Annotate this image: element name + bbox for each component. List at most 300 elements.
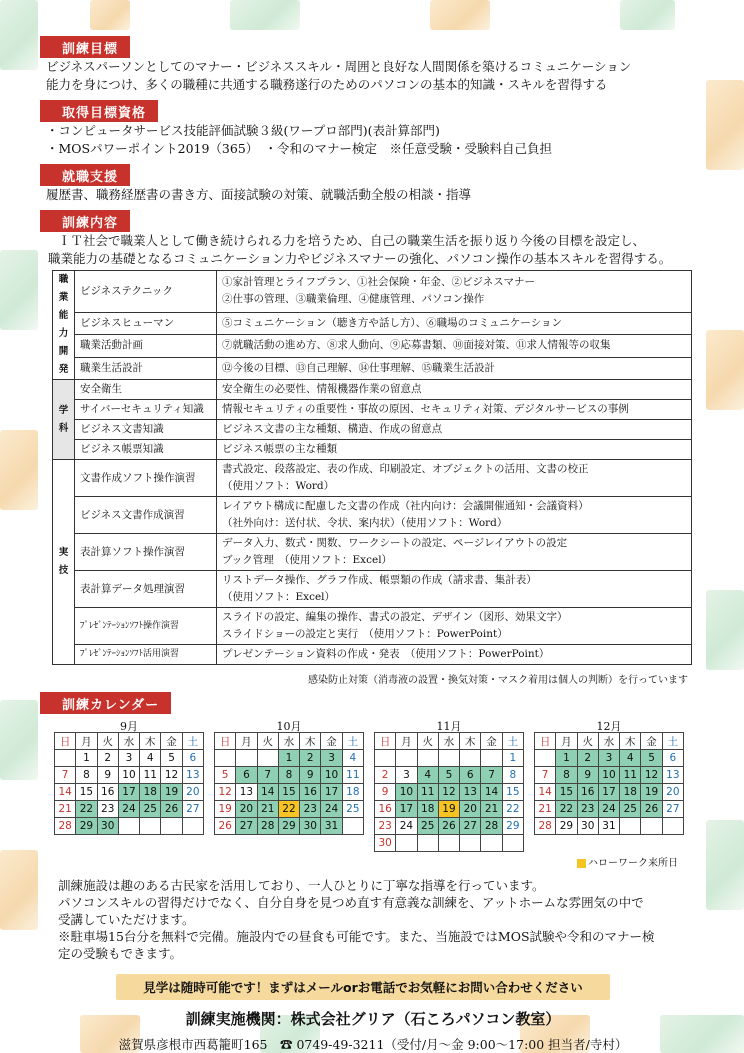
month-title: 9月 <box>120 720 138 733</box>
day-cell: 2 <box>375 767 396 784</box>
weekday-header: 火 <box>577 733 598 750</box>
day-cell: 1 <box>76 750 97 767</box>
text-line: パソコンスキルの習得だけでなく、自分自身を見つめ直す有意義な訓練を、アットホームな雰囲気の中で <box>58 895 644 910</box>
day-cell <box>215 750 236 767</box>
description-line: データ入力、数式・関数、ワークシートの設定、ページレイアウトの設定 <box>222 537 568 549</box>
day-cell: 8 <box>278 767 299 784</box>
day-cell: 27 <box>236 818 257 835</box>
day-cell: 2 <box>300 750 321 767</box>
day-cell: 23 <box>300 801 321 818</box>
day-cell: 14 <box>481 784 502 801</box>
day-cell: 15 <box>556 784 577 801</box>
table-row <box>53 497 692 534</box>
category-char: 開 <box>58 346 69 357</box>
weekday-header: 水 <box>278 733 299 750</box>
description-line: ⑤コミュニケーション（聴き方や話し方）、⑥職場のコミュニケーション <box>222 316 562 329</box>
description-line: （使用ソフト：Excel） <box>222 591 336 603</box>
month-calendar <box>54 718 204 852</box>
category-char: 実 <box>58 547 69 558</box>
weekday-header: 月 <box>76 733 97 750</box>
day-cell <box>502 835 523 852</box>
text-line: ＩＴ社会で職業人として働き続けられる力を培うため、自己の職業生活を振り返り今後の目標を設定し、 <box>58 233 646 248</box>
section-title: 就職支援 <box>40 164 130 186</box>
day-cell: 16 <box>375 801 396 818</box>
description-line: 安全衛生の必要性、情報機器作業の留意点 <box>222 383 422 395</box>
day-cell: 26 <box>161 801 182 818</box>
day-cell: 19 <box>215 801 236 818</box>
day-cell <box>481 835 502 852</box>
month-calendar <box>374 718 524 852</box>
table-row <box>53 645 692 665</box>
day-cell <box>460 750 481 767</box>
description-cell <box>217 380 692 400</box>
day-cell: 9 <box>97 767 118 784</box>
text-line: ・MOSパワーポイント2019（365） ・令和のマナー検定 ※任意受験・受験料自己負担 <box>46 141 553 156</box>
subject-cell: ﾌﾟﾚｾﾞﾝﾃｰｼｮﾝｿﾌﾄ操作演習 <box>75 608 217 645</box>
day-cell: 29 <box>556 818 577 835</box>
day-cell: 12 <box>215 784 236 801</box>
weekday-header: 火 <box>417 733 438 750</box>
weekday-header: 日 <box>55 733 76 750</box>
day-cell <box>236 750 257 767</box>
day-cell: 13 <box>236 784 257 801</box>
text-line: ビジネスパーソンとしてのマナー・ビジネススキル・周囲と良好な人間関係を築けるコミュニケーション <box>46 59 632 74</box>
day-cell: 24 <box>396 818 417 835</box>
text-line: 履歴書、職務経歴書の書き方、面接試験の対策、就職活動全般の相談・指導 <box>46 187 472 202</box>
subject-cell: ビジネステクニック <box>75 271 217 313</box>
subject-cell: ビジネスヒューマン <box>75 312 217 334</box>
day-cell: 21 <box>535 801 556 818</box>
decor-tile <box>0 850 38 930</box>
decor-tile <box>230 0 300 30</box>
weekday-header: 日 <box>375 733 396 750</box>
weekday-header: 火 <box>257 733 278 750</box>
day-cell: 27 <box>460 818 481 835</box>
table-row <box>53 400 692 420</box>
table-row <box>53 608 692 645</box>
category-cell <box>53 271 75 380</box>
description-cell <box>217 440 692 460</box>
text-line: 訓練施設は趣のある古民家を活用しており、一人ひとりに丁寧な指導を行っています。 <box>58 878 545 893</box>
text-line: 定の受験もできます。 <box>58 946 183 961</box>
decor-tile <box>706 80 744 170</box>
day-cell: 26 <box>215 818 236 835</box>
section-goal <box>38 36 708 94</box>
category-char: 科 <box>58 422 69 434</box>
day-cell: 8 <box>556 767 577 784</box>
day-cell: 15 <box>76 784 97 801</box>
description-line: （使用ソフト：Word） <box>222 480 335 492</box>
day-cell: 22 <box>278 801 299 818</box>
weekday-header: 木 <box>140 733 161 750</box>
month-table <box>534 732 684 835</box>
day-cell: 22 <box>502 801 523 818</box>
day-cell: 3 <box>118 750 139 767</box>
weekday-header: 月 <box>396 733 417 750</box>
day-cell: 19 <box>438 801 459 818</box>
month-table <box>374 732 524 852</box>
weekday-header: 土 <box>342 733 363 750</box>
section-title: 訓練目標 <box>40 36 130 58</box>
day-cell: 11 <box>417 784 438 801</box>
description-line: レイアウト構成に配慮した文書の作成（社内向け：会議開催通知・会議資料） <box>222 500 589 512</box>
table-row <box>53 571 692 608</box>
day-cell: 31 <box>598 818 619 835</box>
category-char: 力 <box>58 328 69 339</box>
weekday-header: 土 <box>182 733 203 750</box>
day-cell: 21 <box>481 801 502 818</box>
text-line: ※駐車場15台分を無料で完備。施設内での昼食も可能です。また、当施設ではMOS試験や令和のマナー検 <box>58 929 655 944</box>
day-cell: 9 <box>300 767 321 784</box>
month-title: 12月 <box>596 720 622 733</box>
weekday-header: 土 <box>502 733 523 750</box>
description-line: 情報セキュリティの重要性・事故の原因、セキュリティ対策、デジタルサービスの事例 <box>222 403 629 415</box>
description-cell <box>217 357 692 380</box>
description-line: リストデータ操作、グラフ作成、帳票類の作成（請求書、集計表） <box>222 574 537 586</box>
decor-tile <box>706 820 744 910</box>
day-cell: 12 <box>438 784 459 801</box>
description-cell <box>217 335 692 357</box>
table-row <box>53 460 692 497</box>
day-cell: 24 <box>118 801 139 818</box>
day-cell <box>118 818 139 835</box>
day-cell <box>641 818 662 835</box>
day-cell: 14 <box>535 784 556 801</box>
weekday-header: 月 <box>236 733 257 750</box>
day-cell: 19 <box>641 784 662 801</box>
day-cell: 3 <box>598 750 619 767</box>
day-cell: 20 <box>182 784 203 801</box>
day-cell: 13 <box>460 784 481 801</box>
day-cell <box>396 835 417 852</box>
day-cell: 29 <box>76 818 97 835</box>
description-cell <box>217 400 692 420</box>
day-cell: 18 <box>342 784 363 801</box>
description-cell <box>217 460 692 497</box>
day-cell: 3 <box>321 750 342 767</box>
day-cell: 1 <box>278 750 299 767</box>
day-cell: 24 <box>321 801 342 818</box>
weekday-header: 水 <box>438 733 459 750</box>
description-cell <box>217 534 692 571</box>
description-cell <box>217 608 692 645</box>
month-title: 11月 <box>436 720 462 733</box>
subject-cell: サイバーセキュリティ知識 <box>75 400 217 420</box>
day-cell <box>396 750 417 767</box>
day-cell: 28 <box>481 818 502 835</box>
text-line: ・コンピュータサービス技能評価試験３級(ワープロ部門)(表計算部門) <box>46 123 440 138</box>
day-cell: 2 <box>577 750 598 767</box>
day-cell: 19 <box>161 784 182 801</box>
weekday-header: 水 <box>598 733 619 750</box>
subject-cell: 職業生活設計 <box>75 357 217 380</box>
day-cell: 14 <box>257 784 278 801</box>
month-table <box>214 732 364 835</box>
day-cell: 22 <box>556 801 577 818</box>
month-calendar <box>534 718 684 852</box>
category-char: 業 <box>58 292 69 303</box>
decor-tile <box>90 0 130 30</box>
address: 滋賀県彦根市西葛籠町165 ☎ 0749-49-3211（受付/月～金 9:00～17:00 担当者/寺村） <box>118 1037 628 1052</box>
description-line: ⑦就職活動の進め方、⑧求人動向、⑨応募書類、⑩面接対策、⑪求人情報等の収集 <box>222 339 611 352</box>
description-cell <box>217 645 692 665</box>
day-cell: 10 <box>118 767 139 784</box>
month-title: 10月 <box>276 720 302 733</box>
day-cell <box>55 750 76 767</box>
weekday-header: 木 <box>460 733 481 750</box>
day-cell: 7 <box>55 767 76 784</box>
day-cell: 26 <box>438 818 459 835</box>
table-row <box>53 357 692 380</box>
day-cell: 10 <box>396 784 417 801</box>
day-cell: 7 <box>535 767 556 784</box>
day-cell: 6 <box>662 750 683 767</box>
decor-tile <box>0 700 38 780</box>
day-cell: 12 <box>161 767 182 784</box>
day-cell <box>662 818 683 835</box>
month-calendar <box>214 718 364 852</box>
table-row <box>53 380 692 400</box>
day-cell: 3 <box>396 767 417 784</box>
day-cell: 25 <box>342 801 363 818</box>
day-cell: 10 <box>598 767 619 784</box>
day-cell: 2 <box>97 750 118 767</box>
day-cell: 30 <box>577 818 598 835</box>
category-char: 能 <box>58 310 69 321</box>
day-cell: 16 <box>577 784 598 801</box>
day-cell: 20 <box>662 784 683 801</box>
day-cell: 30 <box>97 818 118 835</box>
subject-cell: ビジネス文書知識 <box>75 420 217 440</box>
day-cell: 11 <box>342 767 363 784</box>
table-row <box>53 335 692 357</box>
day-cell: 4 <box>140 750 161 767</box>
subject-cell: ビジネス文書作成演習 <box>75 497 217 534</box>
description-line: ①家計管理とライフプラン、①社会保険・年金、②ビジネスマナー <box>222 276 536 289</box>
day-cell: 24 <box>598 801 619 818</box>
weekday-header: 日 <box>535 733 556 750</box>
description-cell <box>217 420 692 440</box>
day-cell <box>161 818 182 835</box>
day-cell: 18 <box>140 784 161 801</box>
day-cell: 15 <box>278 784 299 801</box>
day-cell: 28 <box>535 818 556 835</box>
table-row <box>53 271 692 313</box>
weekday-header: 金 <box>641 733 662 750</box>
day-cell: 20 <box>460 801 481 818</box>
description-line: ⑫今後の目標、⑬自己理解、⑭仕事理解、⑮職業生活設計 <box>222 361 495 374</box>
weekday-header: 土 <box>662 733 683 750</box>
day-cell: 12 <box>641 767 662 784</box>
day-cell: 28 <box>257 818 278 835</box>
day-cell: 7 <box>257 767 278 784</box>
visit-banner: 見学は随時可能です！まずはメールorお電話でお気軽にお問い合わせください <box>116 974 610 1000</box>
subject-cell: ビジネス帳票知識 <box>75 440 217 460</box>
day-cell: 5 <box>438 767 459 784</box>
day-cell: 17 <box>321 784 342 801</box>
day-cell <box>481 750 502 767</box>
day-cell: 13 <box>182 767 203 784</box>
description-cell <box>217 571 692 608</box>
day-cell: 8 <box>502 767 523 784</box>
day-cell <box>140 818 161 835</box>
description-line: ビジネス文書の主な種類、構造、作成の留意点 <box>222 423 443 435</box>
day-cell: 25 <box>417 818 438 835</box>
weekday-header: 金 <box>321 733 342 750</box>
day-cell: 17 <box>118 784 139 801</box>
description <box>38 877 708 962</box>
subject-cell: 表計算ソフト操作演習 <box>75 534 217 571</box>
day-cell: 23 <box>97 801 118 818</box>
category-cell <box>53 460 75 665</box>
decor-tile <box>620 0 675 30</box>
description-line: プレゼンテーション資料の作成・発表 （使用ソフト：PowerPoint） <box>222 648 550 660</box>
weekday-header: 木 <box>300 733 321 750</box>
day-cell: 9 <box>577 767 598 784</box>
decor-tile <box>0 250 38 330</box>
day-cell <box>438 750 459 767</box>
table-row <box>53 312 692 334</box>
day-cell: 26 <box>641 801 662 818</box>
day-cell <box>535 750 556 767</box>
training-table <box>52 270 692 665</box>
weekday-header: 日 <box>215 733 236 750</box>
legend-label: ハローワーク来所日 <box>588 858 678 869</box>
day-cell <box>460 835 481 852</box>
subject-cell: 職業活動計画 <box>75 335 217 357</box>
day-cell <box>182 818 203 835</box>
day-cell: 31 <box>321 818 342 835</box>
day-cell: 4 <box>620 750 641 767</box>
day-cell: 29 <box>278 818 299 835</box>
day-cell: 21 <box>257 801 278 818</box>
description-line: スライドショーの設定と実行 （使用ソフト：PowerPoint） <box>222 628 508 640</box>
day-cell: 30 <box>375 835 396 852</box>
day-cell: 25 <box>620 801 641 818</box>
text-line: 能力を身につけ、多くの職種に共通する職務遂行のためのパソコンの基本的知識・スキルを習得する <box>46 77 608 92</box>
day-cell: 15 <box>502 784 523 801</box>
day-cell: 14 <box>55 784 76 801</box>
day-cell: 4 <box>417 767 438 784</box>
organization: 訓練実施機関：株式会社グリア（石ころパソコン教室） <box>185 1010 561 1028</box>
day-cell: 6 <box>460 767 481 784</box>
day-cell: 11 <box>620 767 641 784</box>
description-line: 書式設定、段落設定、表の作成、印刷設定、オブジェクトの活用、文書の校正 <box>222 463 589 475</box>
section-title: 訓練カレンダー <box>40 692 171 714</box>
day-cell: 1 <box>502 750 523 767</box>
day-cell <box>417 750 438 767</box>
category-char: 発 <box>58 364 69 375</box>
day-cell: 29 <box>502 818 523 835</box>
day-cell: 13 <box>662 767 683 784</box>
day-cell <box>620 818 641 835</box>
subject-cell: ﾌﾟﾚｾﾞﾝﾃｰｼｮﾝｿﾌﾄ活用演習 <box>75 645 217 665</box>
day-cell: 18 <box>620 784 641 801</box>
day-cell: 21 <box>55 801 76 818</box>
day-cell <box>342 818 363 835</box>
section-content <box>38 210 708 268</box>
decor-tile <box>0 0 38 70</box>
description-cell <box>217 312 692 334</box>
category-char: 技 <box>58 565 69 576</box>
day-cell: 5 <box>641 750 662 767</box>
day-cell: 5 <box>215 767 236 784</box>
day-cell: 17 <box>396 801 417 818</box>
day-cell: 27 <box>182 801 203 818</box>
subject-cell: 表計算データ処理演習 <box>75 571 217 608</box>
infection-note: 感染防止対策（消毒液の設置・換気対策・マスク着用は個人の判断）を行っています <box>308 675 688 686</box>
category-char: 学 <box>58 404 69 416</box>
calendar-grid <box>54 718 708 852</box>
description-line: ブック管理 （使用ソフト：Excel） <box>222 554 393 566</box>
day-cell: 11 <box>140 767 161 784</box>
month-table <box>54 732 204 835</box>
section-certs <box>38 100 708 158</box>
description-line: ビジネス帳票の主な種類 <box>222 443 338 455</box>
day-cell: 27 <box>662 801 683 818</box>
weekday-header: 金 <box>161 733 182 750</box>
day-cell: 25 <box>140 801 161 818</box>
day-cell: 17 <box>598 784 619 801</box>
subject-cell: 安全衛生 <box>75 380 217 400</box>
legend-swatch <box>577 859 586 868</box>
text-line: 職業能力の基礎となるコミュニケーション力やビジネスマナーの強化、パソコン操作の基本スキルを習得する。 <box>48 251 672 266</box>
day-cell <box>438 835 459 852</box>
day-cell: 16 <box>97 784 118 801</box>
weekday-header: 水 <box>118 733 139 750</box>
decor-tile <box>706 330 744 410</box>
section-title: 訓練内容 <box>40 210 130 232</box>
day-cell: 22 <box>76 801 97 818</box>
day-cell: 16 <box>300 784 321 801</box>
description-line: スライドの設定、編集の操作、書式の設定、デザイン（図形、効果文字） <box>222 611 568 623</box>
day-cell <box>257 750 278 767</box>
day-cell: 30 <box>300 818 321 835</box>
day-cell: 1 <box>556 750 577 767</box>
day-cell: 7 <box>481 767 502 784</box>
subject-cell: 文書作成ソフト操作演習 <box>75 460 217 497</box>
weekday-header: 火 <box>97 733 118 750</box>
description-cell <box>217 497 692 534</box>
decor-tile <box>706 590 744 670</box>
decor-tile <box>0 430 38 510</box>
day-cell <box>417 835 438 852</box>
day-cell: 20 <box>236 801 257 818</box>
weekday-header: 月 <box>556 733 577 750</box>
day-cell: 28 <box>55 818 76 835</box>
description-line: ②仕事の管理、③職業倫理、④健康管理、パソコン操作 <box>222 293 485 306</box>
weekday-header: 金 <box>481 733 502 750</box>
section-support <box>38 164 708 204</box>
decor-tile <box>430 0 490 30</box>
description-cell <box>217 271 692 313</box>
text-line: 受講していただけます。 <box>58 912 195 927</box>
document-body <box>38 36 708 1053</box>
day-cell: 23 <box>375 818 396 835</box>
day-cell: 18 <box>417 801 438 818</box>
weekday-header: 木 <box>620 733 641 750</box>
day-cell <box>375 750 396 767</box>
description-line: （社外向け：送付状、令状、案内状）（使用ソフト：Word） <box>222 517 508 529</box>
day-cell: 5 <box>161 750 182 767</box>
category-cell <box>53 380 75 460</box>
day-cell: 4 <box>342 750 363 767</box>
day-cell: 23 <box>577 801 598 818</box>
table-row <box>53 534 692 571</box>
day-cell: 8 <box>76 767 97 784</box>
section-title: 取得目標資格 <box>40 100 158 122</box>
day-cell: 6 <box>182 750 203 767</box>
